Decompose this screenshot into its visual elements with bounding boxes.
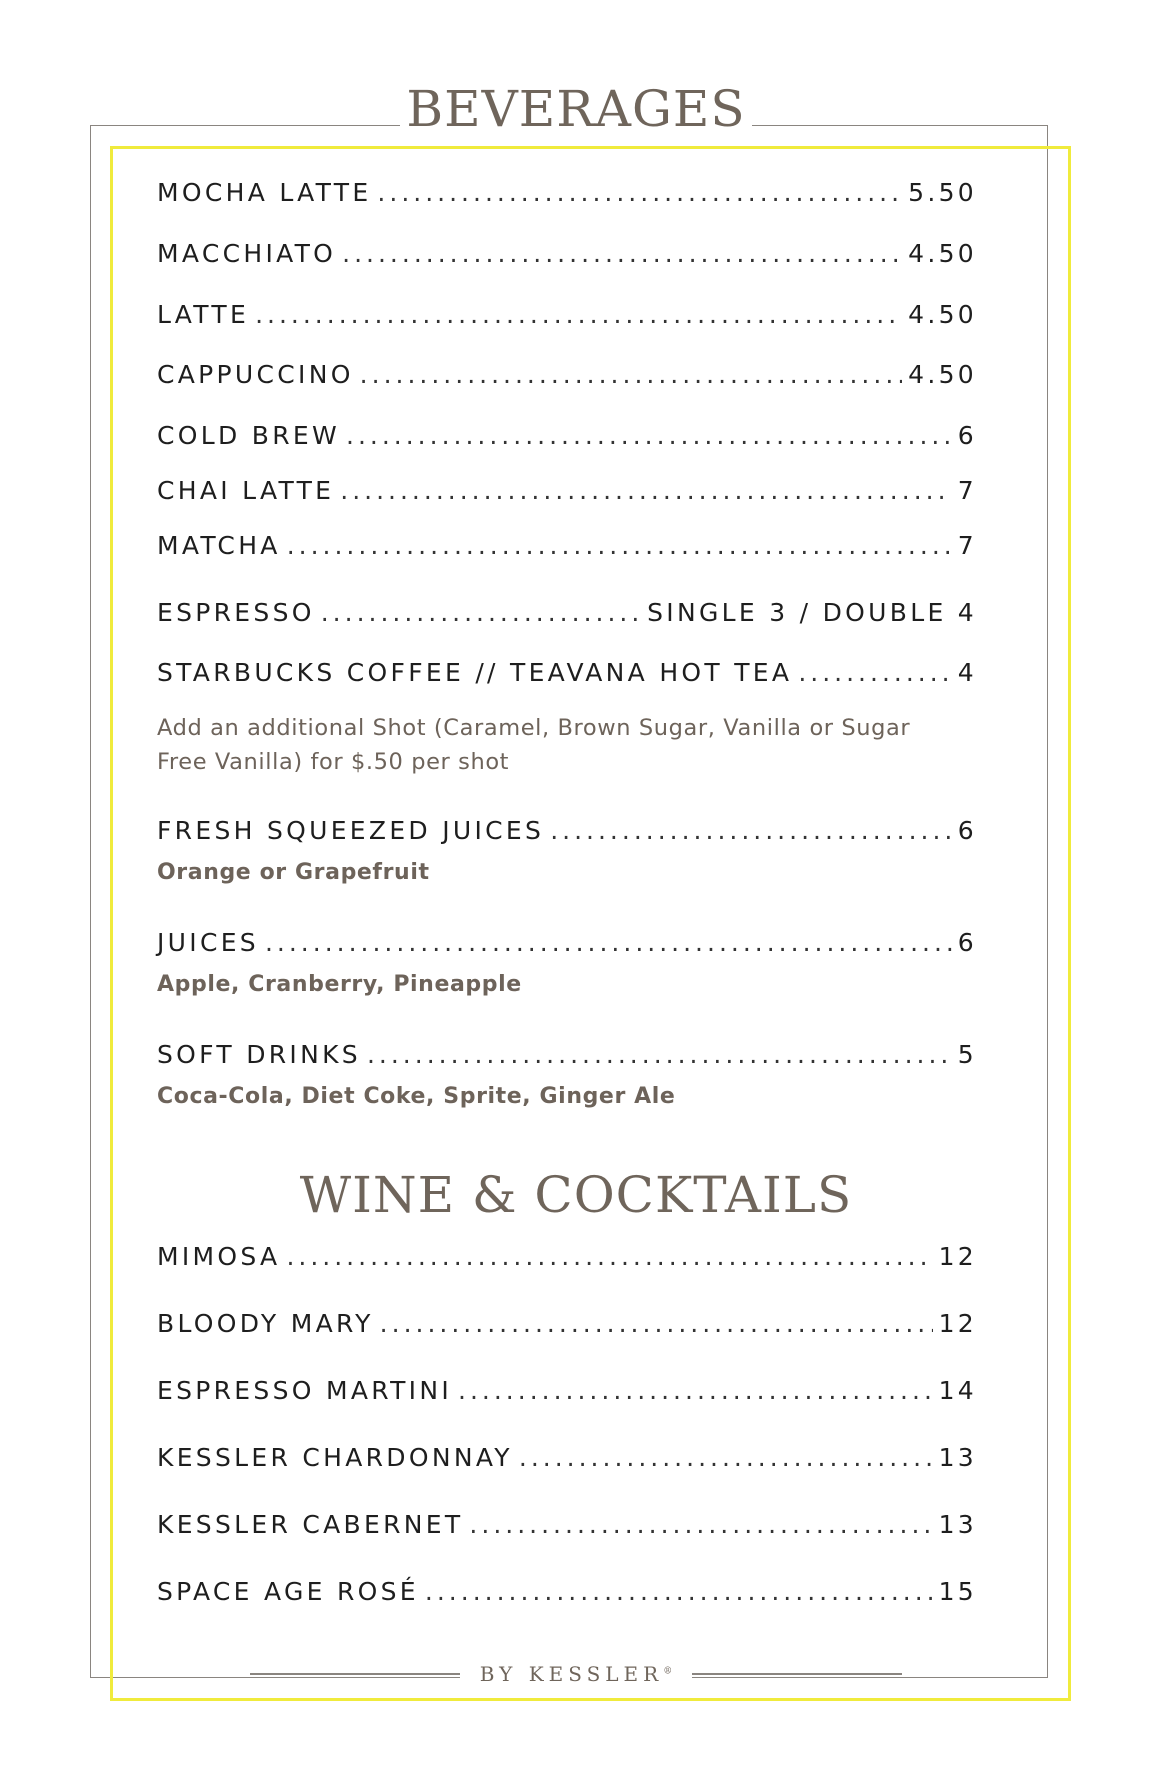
menu-item-fresh-squeezed-juices: FRESH SQUEEZED JUICES ..... 6	[157, 816, 977, 845]
juice-note: Apple, Cranberry, Pineapple	[157, 972, 522, 997]
menu-item-cappuccino: CAPPUCCINO ..... 4.50	[157, 360, 977, 389]
menu-item-cold-brew: COLD BREW ..... 6	[157, 421, 977, 450]
menu-item-mimosa: MIMOSA ..... 12	[157, 1242, 977, 1271]
fresh-juice-note: Orange or Grapefruit	[157, 860, 430, 885]
shot-note: Add an additional Shot (Caramel, Brown Sugar, Vanilla or Sugar Free Vanilla) for $.50 per shot	[157, 715, 911, 775]
footer-rule-right	[692, 1673, 902, 1675]
menu-item-espresso: ESPRESSO ..... SINGLE 3 / DOUBLE 4	[157, 598, 977, 627]
footer-brand	[0, 1662, 1152, 1686]
soft-drink-note: Coca-Cola, Diet Coke, Sprite, Ginger Ale	[157, 1084, 676, 1109]
menu-item-espresso-martini: ESPRESSO MARTINI ..... 14	[157, 1376, 977, 1405]
menu-item-space-age-rose: SPACE AGE ROSÉ ..... 15	[157, 1577, 977, 1606]
footer-rule-left	[250, 1673, 460, 1675]
menu-item-chai-latte: CHAI LATTE ..... 7	[157, 476, 977, 505]
menu-item-juices: JUICES ..... 6	[157, 928, 977, 957]
menu-item-latte: LATTE ..... 4.50	[157, 300, 977, 329]
brand-name: BY KESSLER	[479, 1662, 664, 1686]
registered-mark: ®	[663, 1666, 673, 1677]
beverages-title: BEVERAGES	[0, 84, 1152, 134]
menu-item-mocha-latte: MOCHA LATTE ..... 5.50	[157, 178, 977, 207]
wine-cocktails-title: WINE & COCKTAILS	[0, 1170, 1152, 1220]
menu-item-macchiato: MACCHIATO ..... 4.50	[157, 239, 977, 268]
menu-item-starbucks-teavana: STARBUCKS COFFEE // TEAVANA HOT TEA ..... 4	[157, 658, 977, 687]
menu-item-matcha: MATCHA ..... 7	[157, 531, 977, 560]
menu-item-kessler-chardonnay: KESSLER CHARDONNAY ..... 13	[157, 1443, 977, 1472]
menu-item-soft-drinks: SOFT DRINKS ..... 5	[157, 1040, 977, 1069]
footer-brand-text	[460, 1662, 692, 1686]
menu-item-kessler-cabernet: KESSLER CABERNET ..... 13	[157, 1510, 977, 1539]
menu-item-bloody-mary: BLOODY MARY ..... 12	[157, 1309, 977, 1338]
